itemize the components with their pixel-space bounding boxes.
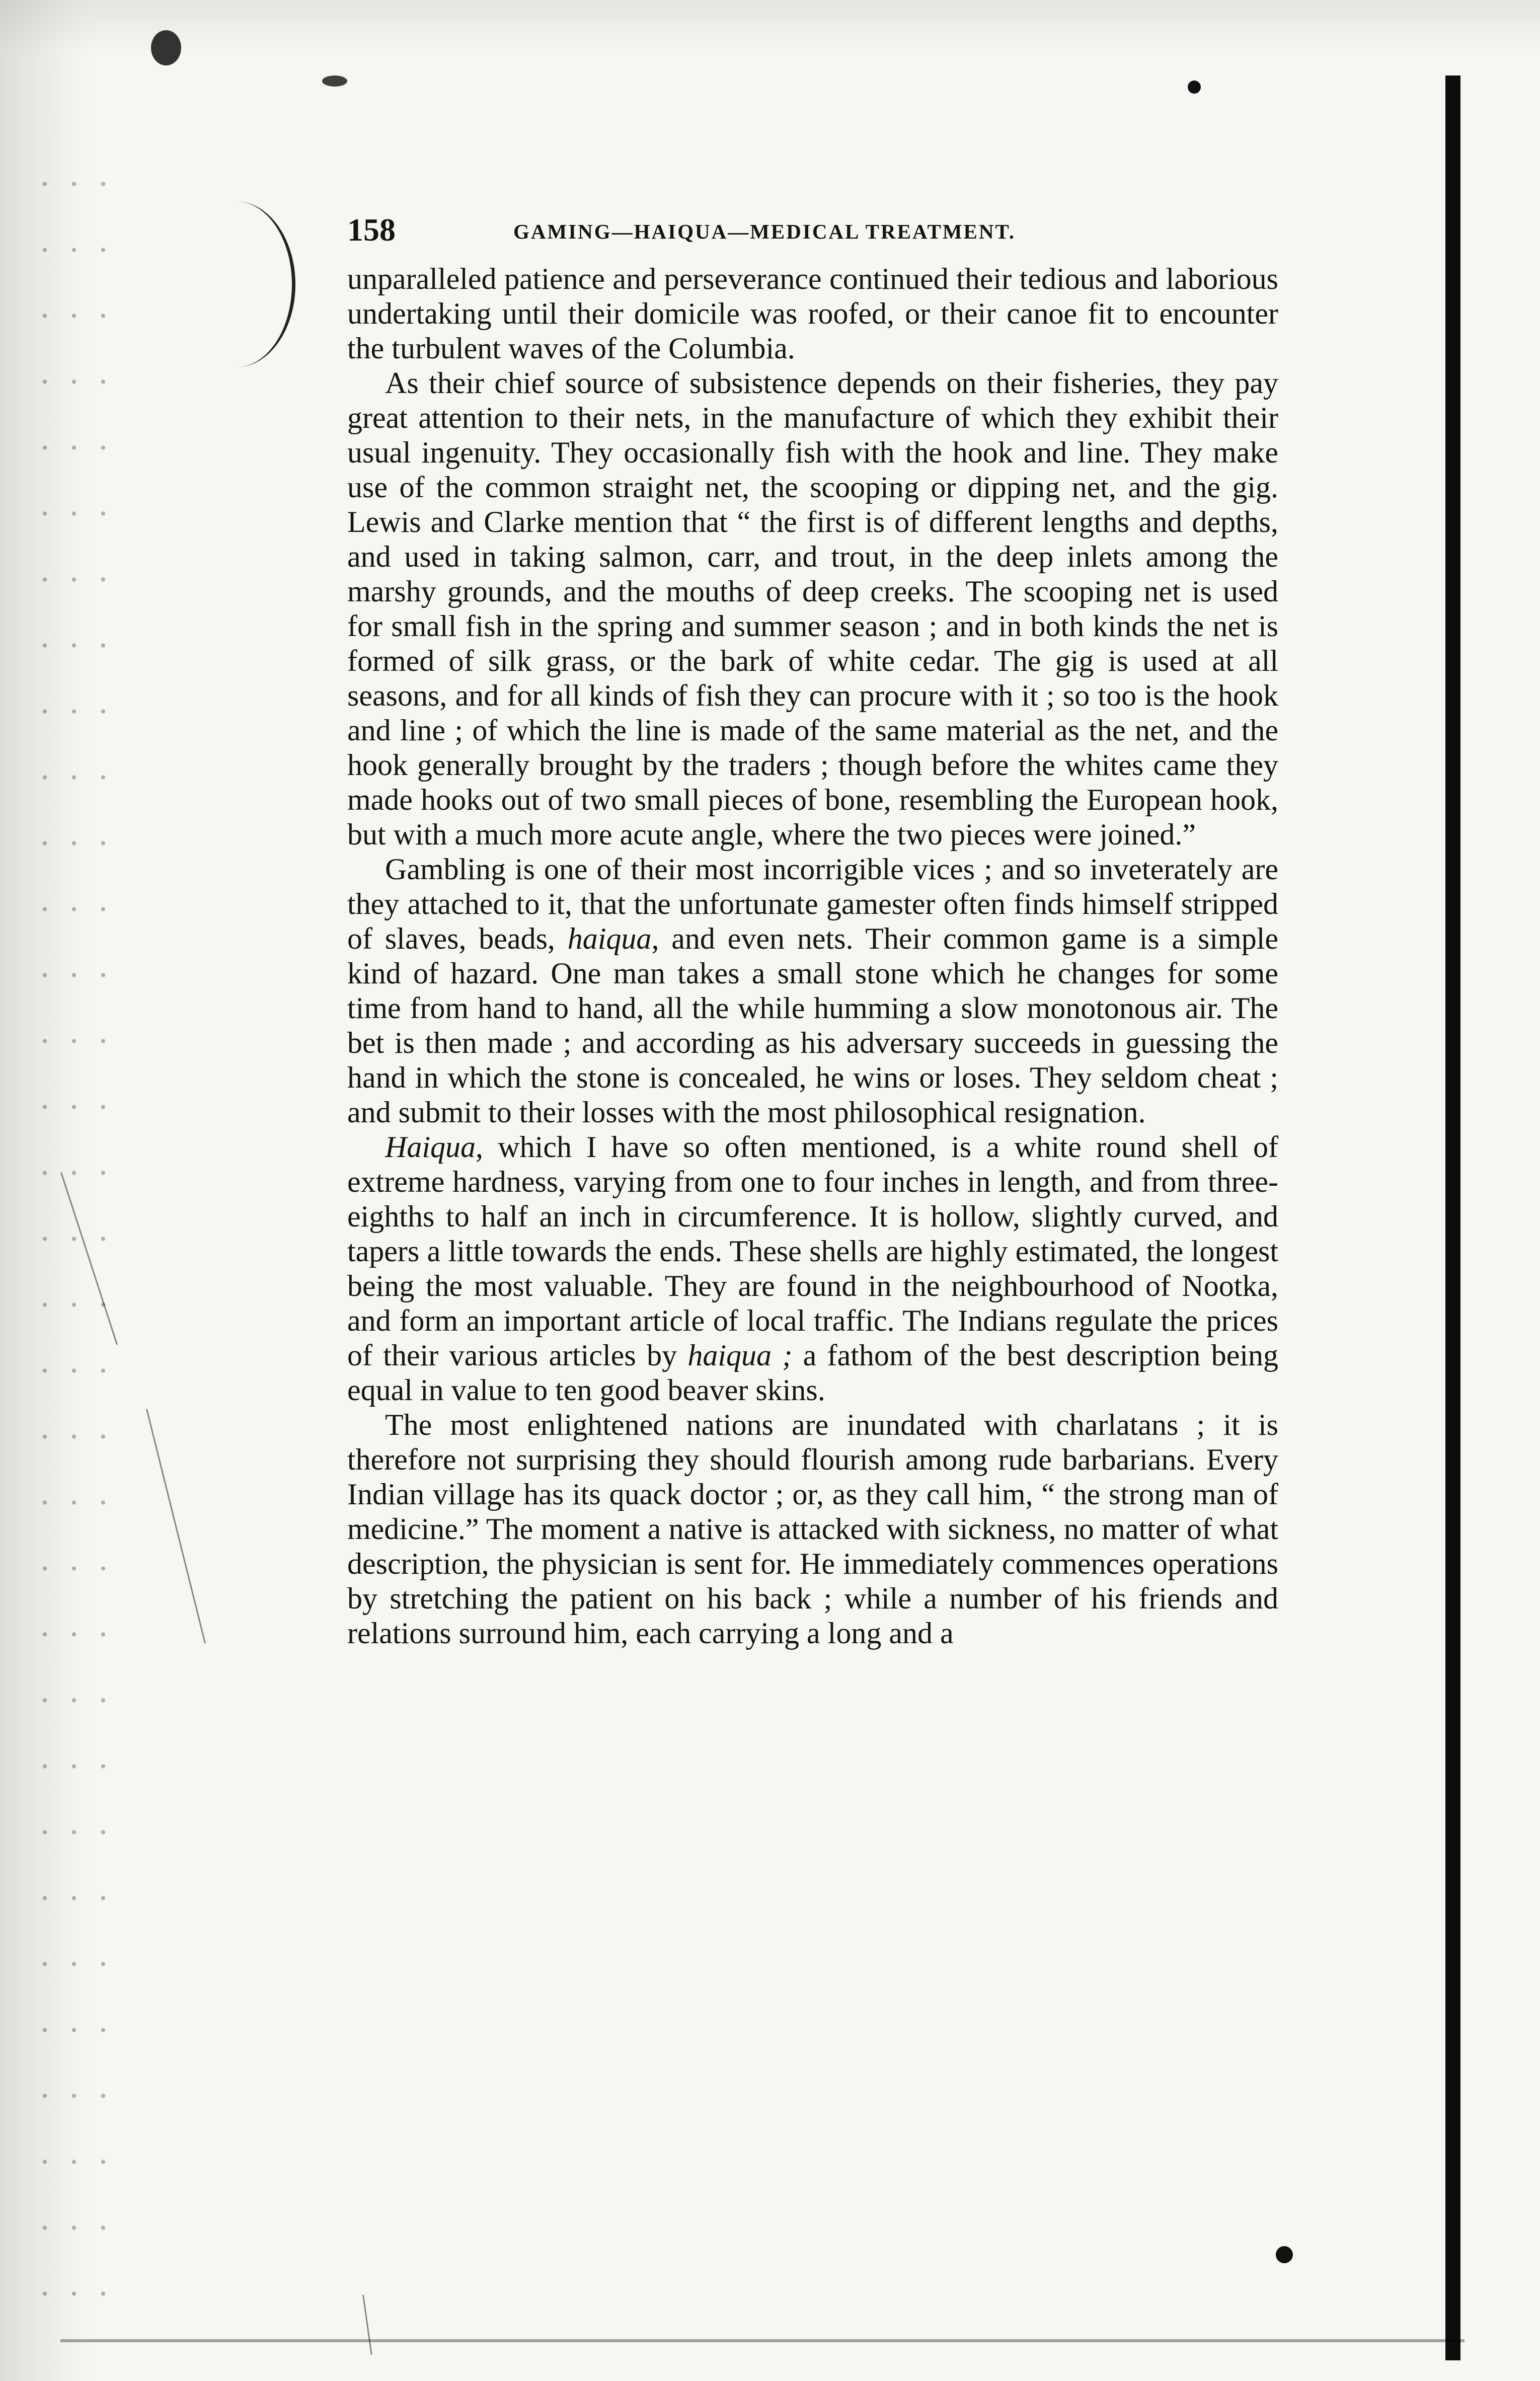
page-number: 158 [347, 212, 396, 248]
ink-dot [1188, 81, 1201, 94]
paragraph-gambling [347, 852, 1278, 1130]
italic-term: haiqua ; [687, 1339, 793, 1372]
ink-blot [151, 30, 181, 65]
page-edge-rule [1445, 75, 1460, 2360]
paragraph-text: a fathom of the best description being equal in value to ten good beaver skins. [347, 1339, 1278, 1407]
paragraph-text: Gambling is one of their most incorrigible vices ; and so inveterately are they attached to it, that the unfortunate gamester often finds himself stripped of slaves, beads, [347, 853, 1278, 955]
page-bottom-rule [60, 2339, 1465, 2342]
margin-specks [30, 151, 106, 2315]
scan-shadow-top [0, 0, 1540, 55]
margin-stroke [362, 2295, 372, 2355]
book-page [347, 211, 1278, 1651]
paragraph-continued: unparalleled patience and perseverance continued their tedious and laborious undertaking until their domicile was roofed, or their canoe fit to encounter the turbulent waves of the Columbia. [347, 262, 1278, 365]
margin-stroke [146, 1409, 206, 1643]
paragraph-medicine: The most enlightened nations are inundated with charlatans ; it is therefore not surprising they should flourish among rude barbarians. Every Indian village has its quack doctor ; or, as they call him, “ the strong man of medicine.” The moment a native is attacked with sickness, no matter of what description, the physician is sent for. He immediately commences operations by stretching the patient on his back ; while a number of his friends and relations surround him, each carrying a long and a [347, 1408, 1278, 1650]
ink-dot [1276, 2246, 1293, 2263]
running-title: GAMING—HAIQUA—MEDICAL TREATMENT. [513, 220, 1016, 243]
paragraph-fisheries: As their chief source of subsistence depends on their fisheries, they pay great attention to their nets, in the manufacture of which they exhibit their usual ingenuity. They occasionally fish with the hook and line. They make use of the common straight net, the scooping or dipping net, and the gig. Lewis and Clarke mention that “ the first is of different lengths and depths, and used in taking salmon, carr, and trout, in the deep inlets among the marshy grounds, and the mouths of deep creeks. The scooping net is used for small fish in the spring and summer season ; and in both kinds the net is formed of silk grass, or the bark of white cedar. The gig is used at all seasons, and for all kinds of fish they can procure with it ; so too is the hook and line ; of which the line is made of the same material as the net, and the hook generally brought by the traders ; though before the whites came they made hooks out of two small pieces of bone, resembling the European hook, but with a much more acute angle, where the two pieces were joined.” [347, 366, 1278, 851]
paragraph-haiqua [347, 1130, 1278, 1408]
paragraph-text: , and even nets. Their common game is a simple kind of hazard. One man takes a small stone which he changes for some time from hand to hand, all the while humming a slow monotonous air. The bet is then made ; and according as his adversary succeeds in guessing the hand in which the stone is concealed, he wins or loses. They seldom cheat ; and submit to their losses with the most philosophical resignation. [347, 922, 1278, 1129]
body-text [347, 262, 1278, 1651]
running-head [347, 211, 1278, 252]
italic-term: haiqua [567, 922, 652, 955]
pencil-bracket-mark [176, 201, 295, 367]
italic-term: Haiqua [385, 1130, 476, 1164]
ink-blot [322, 75, 347, 87]
paragraph-text: , which I have so often mentioned, is a white round shell of extreme hardness, varying from one to four inches in length, and from three-eighths to half an inch in circumference. It is hollow, slightly curved, and tapers a little towards the ends. These shells are highly estimated, the longest being the most valuable. They are found in the neighbourhood of Nootka, and form an important article of local traffic. The Indians regulate the prices of their various articles by [347, 1130, 1278, 1372]
